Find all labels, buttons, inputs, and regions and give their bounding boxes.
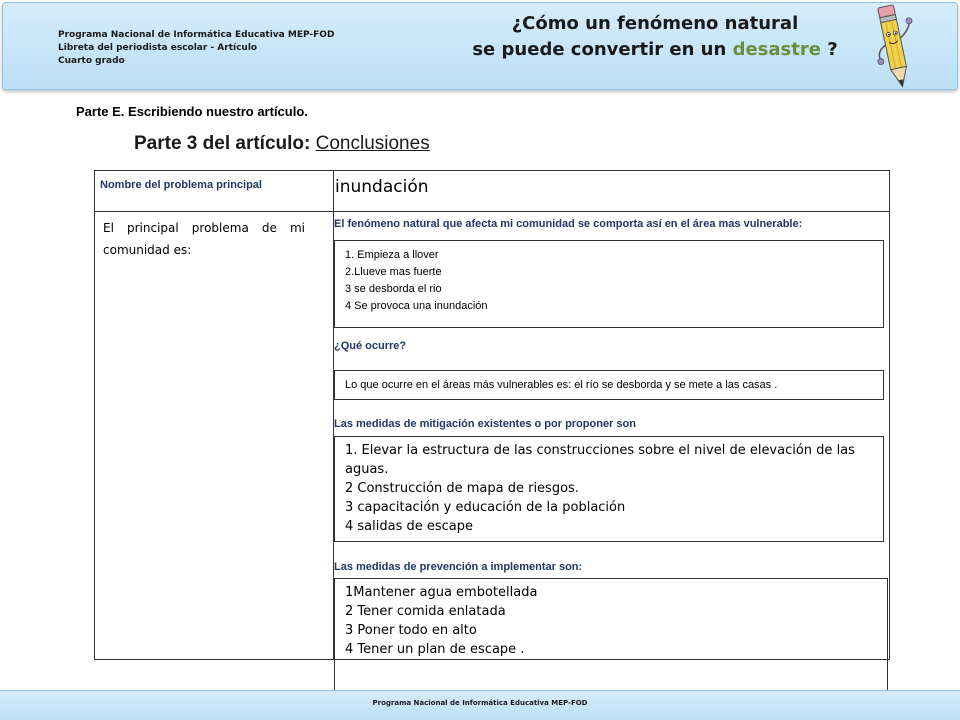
title-line-2-post: ? — [820, 39, 838, 60]
part3-heading — [134, 133, 430, 155]
prevention-item: 2 Tener comida enlatada — [345, 604, 506, 619]
problem-name-label: Nombre del problema principal — [100, 179, 262, 191]
prevention-box[interactable] — [334, 578, 888, 692]
prevention-item: 3 Poner todo en alto — [345, 623, 477, 638]
footer-text: Programa Nacional de Informática Educativa MEP-FOD — [372, 699, 588, 707]
mitigation-question: Las medidas de mitigación existentes o por proponer son — [334, 418, 636, 430]
phenomenon-question: El fenómeno natural que afecta mi comunidad se comporta así en el área mas vulnerable: — [334, 218, 803, 230]
mitigation-item: 3 capacitación y educación de la población — [345, 500, 626, 515]
step-item: 4 Se provoca una inundación — [345, 300, 488, 312]
table-row-divider — [95, 211, 889, 212]
what-happens-question: ¿Qué ocurre? — [334, 340, 407, 352]
title-line-2 — [455, 37, 855, 63]
title-highlight: desastre — [732, 39, 821, 60]
prevention-item: 1Mantener agua embotellada — [345, 585, 538, 600]
grade-line: Cuarto grado — [58, 56, 125, 66]
part3-conclusions: Conclusiones — [315, 133, 430, 154]
mitigation-item: 1. Elevar la estructura de las construcciones sobre el nivel de elevación de las aguas. — [345, 443, 855, 477]
phenomenon-steps-box[interactable] — [334, 240, 884, 328]
pencil-mascot-icon — [867, 3, 927, 99]
title-line-2-pre: se puede convertir en un — [472, 39, 733, 60]
title-line-1: ¿Cómo un fenómeno natural — [511, 13, 799, 34]
footer-banner — [0, 690, 960, 720]
step-item: 3 se desborda el rio — [345, 283, 442, 295]
header-program-info — [58, 29, 334, 68]
what-happens-box[interactable] — [334, 370, 884, 400]
step-item: 2.Llueve mas fuerte — [345, 266, 442, 278]
part3-prefix: Parte 3 del artículo: — [134, 133, 316, 154]
header-banner — [2, 2, 958, 90]
section-e-heading: Parte E. Escribiendo nuestro artículo. — [76, 104, 308, 119]
page-title — [455, 11, 855, 63]
mitigation-box[interactable] — [334, 436, 884, 542]
what-happens-answer: Lo que ocurre en el áreas más vulnerables es: el río se desborda y se mete a las casas . — [345, 379, 778, 391]
notebook-line: Libreta del periodista escolar - Artículo — [58, 43, 258, 53]
main-problem-label: El principal problema de mi comunidad es: — [103, 221, 305, 257]
prevention-box-divider — [335, 659, 887, 660]
prevention-item: 4 Tener un plan de escape . — [345, 642, 525, 657]
program-line: Programa Nacional de Informática Educativa MEP-FOD — [58, 30, 335, 40]
prevention-question: Las medidas de prevención a implementar son: — [334, 561, 583, 573]
problem-name-value[interactable]: inundación — [335, 177, 429, 197]
step-item: 1. Empieza a llover — [345, 249, 439, 261]
mitigation-item: 2 Construcción de mapa de riesgos. — [345, 481, 579, 496]
mitigation-item: 4 salidas de escape — [345, 519, 474, 534]
